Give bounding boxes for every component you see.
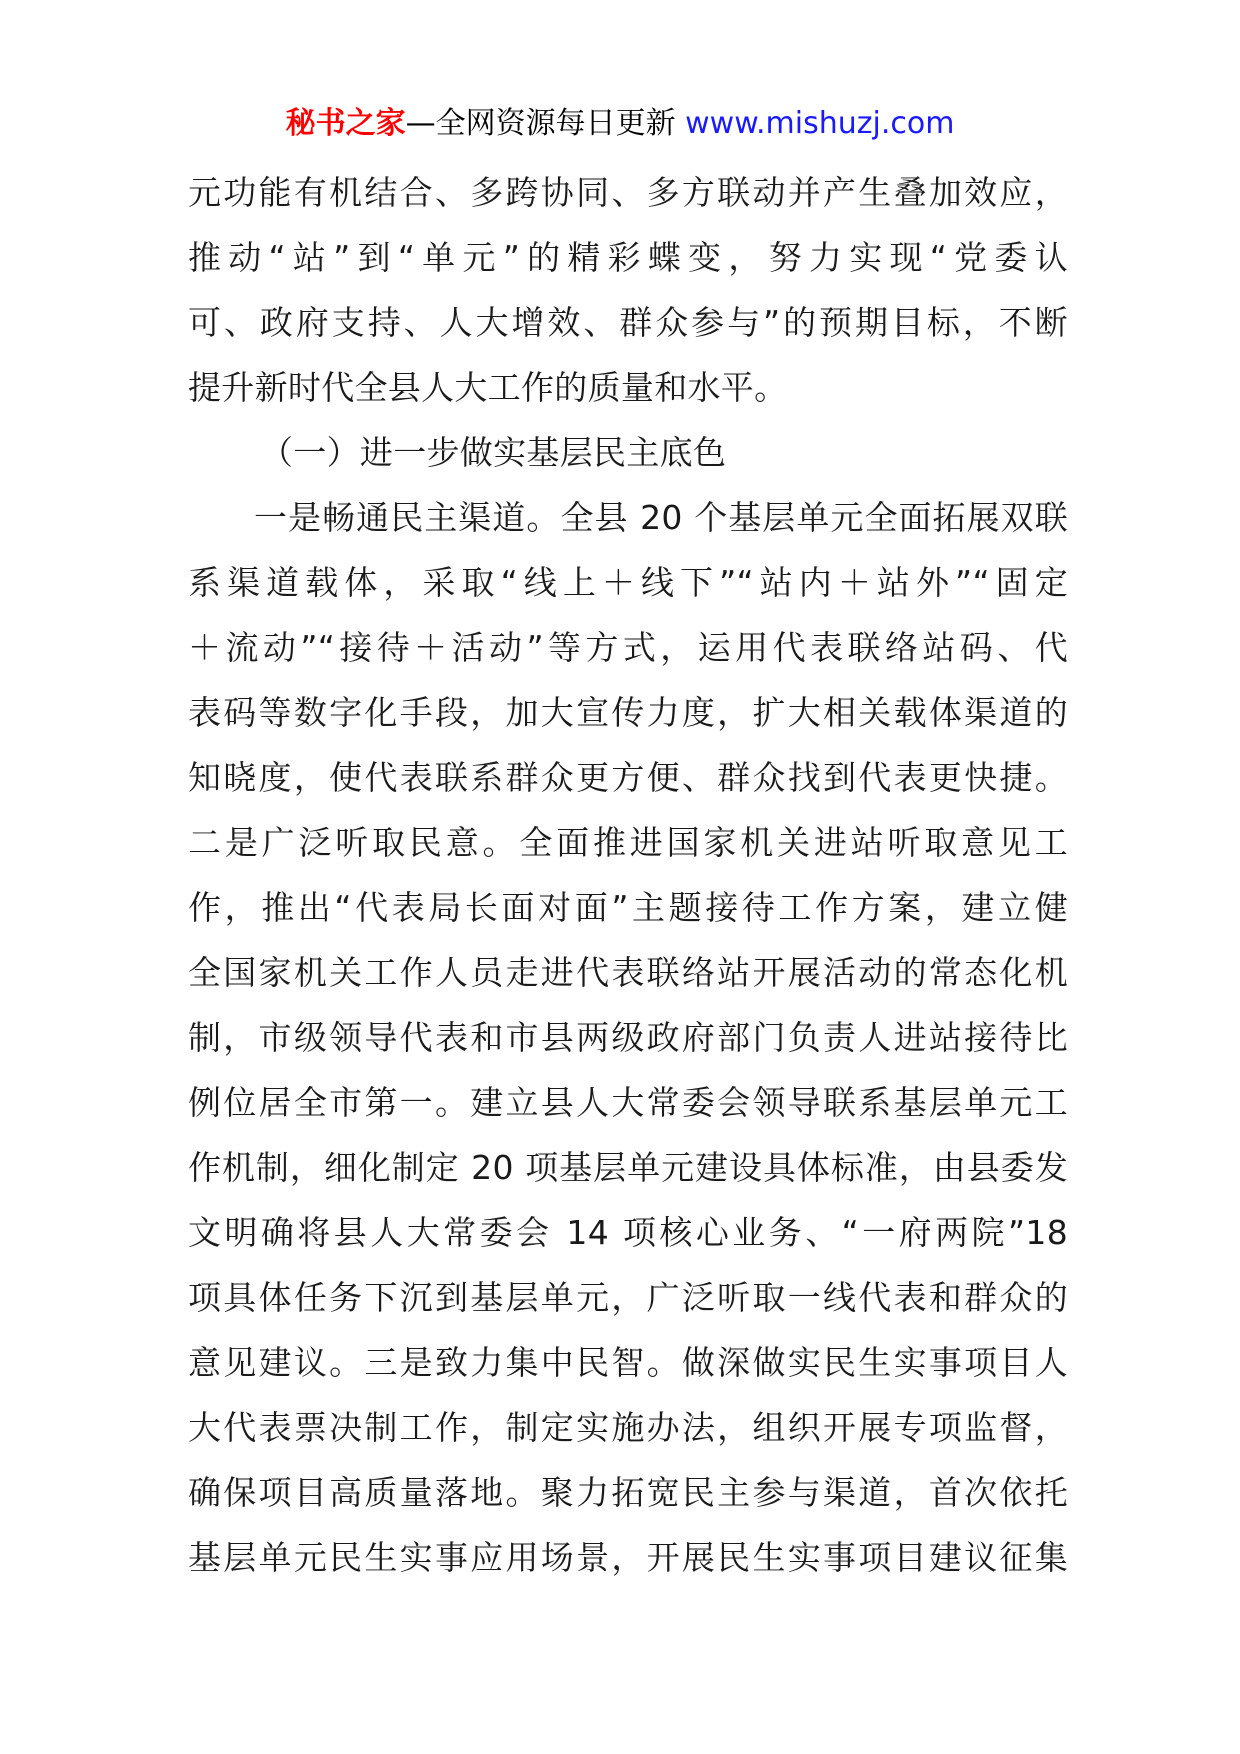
text-line: 文明确将县人大常委会 14 项核心业务、“一府两院”18 xyxy=(188,1213,1068,1252)
section-heading: （一）进一步做实基层民主底色 xyxy=(260,433,727,472)
text-line: 意见建议。三是致力集中民智。做深做实民生实事项目人 xyxy=(188,1343,1068,1382)
text-line: 例位居全市第一。建立县人大常委会领导联系基层单元工 xyxy=(188,1083,1068,1122)
text-line: 知晓度，使代表联系群众更方便、群众找到代表更快捷。 xyxy=(188,758,1068,797)
site-slogan: —全网资源每日更新 xyxy=(405,106,686,141)
text-line: 系渠道载体，采取“线上＋线下”“站内＋站外”“固定 xyxy=(188,563,1068,602)
text-line: 表码等数字化手段，加大宣传力度，扩大相关载体渠道的 xyxy=(188,693,1068,732)
text-line: ＋流动”“接待＋活动”等方式，运用代表联络站码、代 xyxy=(188,628,1068,667)
text-line: 推动“站”到“单元”的精彩蝶变，努力实现“党委认 xyxy=(188,238,1068,277)
text-line: 提升新时代全县人大工作的质量和水平。 xyxy=(188,368,788,407)
text-line: 大代表票决制工作，制定实施办法，组织开展专项监督， xyxy=(188,1408,1068,1447)
text-line: 一是畅通民主渠道。全县 20 个基层单元全面拓展双联 xyxy=(254,498,1068,537)
text-line: 作，推出“代表局长面对面”主题接待工作方案，建立健 xyxy=(188,888,1068,927)
text-line: 基层单元民生实事应用场景，开展民生实事项目建议征集 xyxy=(188,1538,1068,1577)
text-line: 作机制，细化制定 20 项基层单元建设具体标准，由县委发 xyxy=(188,1148,1068,1187)
document-body xyxy=(188,160,1068,1590)
site-header xyxy=(0,100,1240,148)
text-line: 元功能有机结合、多跨协同、多方联动并产生叠加效应， xyxy=(188,173,1068,212)
text-line: 确保项目高质量落地。聚力拓宽民主参与渠道，首次依托 xyxy=(188,1473,1068,1512)
site-url-link[interactable]: www.mishuzj.com xyxy=(685,106,955,141)
text-line: 二是广泛听取民意。全面推进国家机关进站听取意见工 xyxy=(188,823,1068,862)
site-brand: 秘书之家 xyxy=(285,106,406,141)
text-line: 制，市级领导代表和市县两级政府部门负责人进站接待比 xyxy=(188,1018,1068,1057)
text-line: 项具体任务下沉到基层单元，广泛听取一线代表和群众的 xyxy=(188,1278,1068,1317)
text-line: 可、政府支持、人大增效、群众参与”的预期目标，不断 xyxy=(188,303,1068,342)
text-line: 全国家机关工作人员走进代表联络站开展活动的常态化机 xyxy=(188,953,1068,992)
